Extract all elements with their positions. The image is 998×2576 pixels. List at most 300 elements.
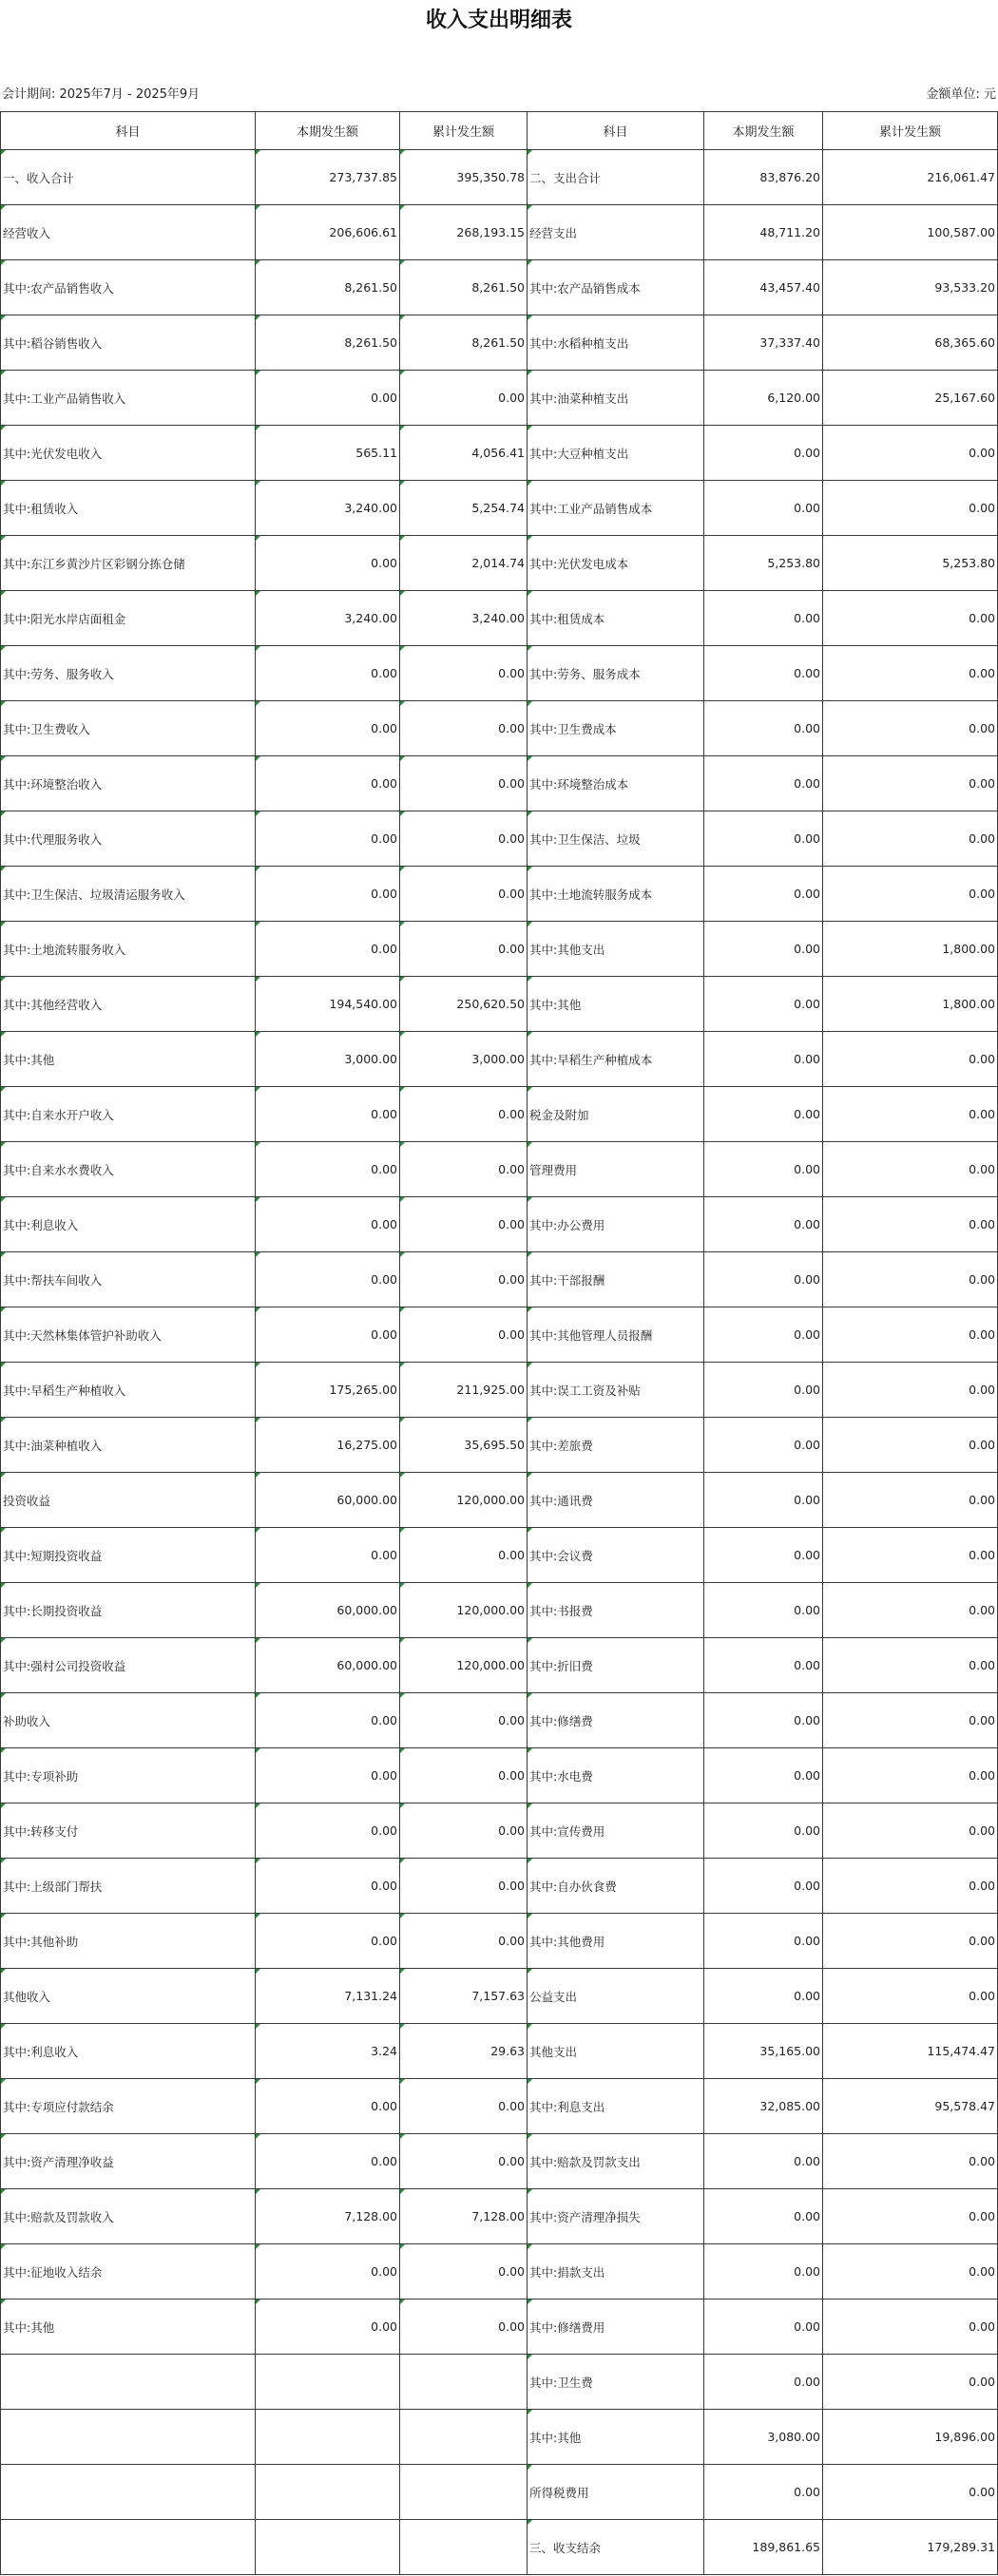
table-row (1, 646, 998, 701)
table-row (1, 1859, 998, 1914)
expense-cumulative-amount: 1,800.00 (823, 977, 998, 1032)
income-subject: 其他收入 (1, 1969, 256, 2024)
income-current-amount: 194,540.00 (256, 977, 400, 1032)
expense-subject: 其中:水稻种植支出 (528, 315, 704, 371)
report-meta (0, 80, 998, 105)
table-row (1, 1528, 998, 1583)
table-row (1, 922, 998, 977)
income-cumulative-amount: 211,925.00 (400, 1363, 528, 1418)
income-cumulative-amount: 0.00 (400, 2299, 528, 2355)
income-current-amount: 0.00 (256, 2134, 400, 2189)
income-current-amount: 0.00 (256, 1307, 400, 1363)
expense-cumulative-amount: 115,474.47 (823, 2024, 998, 2079)
income-cumulative-amount: 29.63 (400, 2024, 528, 2079)
income-subject (1, 2355, 256, 2410)
income-subject: 其中:其他补助 (1, 1914, 256, 1969)
income-subject: 其中:油菜种植收入 (1, 1418, 256, 1473)
income-current-amount: 7,131.24 (256, 1969, 400, 2024)
income-cumulative-amount: 8,261.50 (400, 260, 528, 315)
income-subject: 其中:其他 (1, 1032, 256, 1087)
expense-cumulative-amount: 0.00 (823, 1803, 998, 1859)
expense-current-amount: 0.00 (704, 977, 823, 1032)
income-current-amount: 273,737.85 (256, 150, 400, 205)
income-cumulative-amount: 4,056.41 (400, 426, 528, 481)
expense-cumulative-amount: 0.00 (823, 2189, 998, 2244)
expense-current-amount: 0.00 (704, 481, 823, 536)
expense-subject: 其中:利息支出 (528, 2079, 704, 2134)
expense-current-amount: 0.00 (704, 2134, 823, 2189)
expense-current-amount: 0.00 (704, 1803, 823, 1859)
income-current-amount: 206,606.61 (256, 205, 400, 260)
expense-current-amount: 43,457.40 (704, 260, 823, 315)
income-subject: 其中:东江乡黄沙片区彩钢分拣仓储 (1, 536, 256, 591)
table-row (1, 260, 998, 315)
table-row (1, 536, 998, 591)
expense-subject: 其中:租赁成本 (528, 591, 704, 646)
income-subject: 其中:工业产品销售收入 (1, 371, 256, 426)
expense-subject: 其中:卫生保洁、垃圾 (528, 811, 704, 867)
income-current-amount: 0.00 (256, 371, 400, 426)
expense-current-amount: 48,711.20 (704, 205, 823, 260)
table-row (1, 701, 998, 756)
income-cumulative-amount: 0.00 (400, 1307, 528, 1363)
expense-current-amount: 37,337.40 (704, 315, 823, 371)
expense-current-amount: 0.00 (704, 1142, 823, 1197)
expense-subject: 税金及附加 (528, 1087, 704, 1142)
income-current-amount: 0.00 (256, 1914, 400, 1969)
expense-current-amount: 0.00 (704, 1969, 823, 2024)
income-cumulative-amount: 268,193.15 (400, 205, 528, 260)
expense-current-amount: 32,085.00 (704, 2079, 823, 2134)
expense-subject: 其中:其他管理人员报酬 (528, 1307, 704, 1363)
expense-cumulative-amount: 0.00 (823, 426, 998, 481)
expense-subject: 其中:劳务、服务成本 (528, 646, 704, 701)
currency-unit: 金额单位: 元 (926, 87, 996, 102)
expense-subject: 公益支出 (528, 1969, 704, 2024)
header-row (1, 112, 998, 150)
income-current-amount: 3,000.00 (256, 1032, 400, 1087)
income-current-amount: 8,261.50 (256, 260, 400, 315)
income-cumulative-amount (400, 2520, 528, 2575)
income-cumulative-amount: 0.00 (400, 811, 528, 867)
income-cumulative-amount: 8,261.50 (400, 315, 528, 371)
expense-subject: 经营支出 (528, 205, 704, 260)
income-subject: 其中:资产清理净收益 (1, 2134, 256, 2189)
income-cumulative-amount: 0.00 (400, 646, 528, 701)
expense-subject: 其中:卫生费 (528, 2355, 704, 2410)
income-subject: 其中:长期投资收益 (1, 1583, 256, 1638)
table-header (1, 112, 998, 150)
income-cumulative-amount: 0.00 (400, 867, 528, 922)
expense-subject: 其中:环境整治成本 (528, 756, 704, 811)
expense-cumulative-amount: 0.00 (823, 1252, 998, 1307)
expense-subject: 其中:干部报酬 (528, 1252, 704, 1307)
expense-current-amount: 0.00 (704, 1252, 823, 1307)
expense-cumulative-amount: 0.00 (823, 1032, 998, 1087)
income-current-amount: 0.00 (256, 2079, 400, 2134)
expense-current-amount: 5,253.80 (704, 536, 823, 591)
income-subject: 其中:专项应付款结余 (1, 2079, 256, 2134)
expense-cumulative-amount: 25,167.60 (823, 371, 998, 426)
income-subject: 其中:光伏发电收入 (1, 426, 256, 481)
expense-current-amount: 0.00 (704, 1748, 823, 1803)
table-row (1, 1969, 998, 2024)
expense-cumulative-amount: 0.00 (823, 1748, 998, 1803)
table-row (1, 1418, 998, 1473)
income-current-amount: 0.00 (256, 922, 400, 977)
table-row (1, 1748, 998, 1803)
expense-cumulative-amount: 0.00 (823, 2244, 998, 2299)
expense-current-amount: 0.00 (704, 426, 823, 481)
income-subject: 其中:强村公司投资收益 (1, 1638, 256, 1693)
expense-cumulative-amount: 0.00 (823, 1087, 998, 1142)
income-subject: 其中:阳光水岸店面租金 (1, 591, 256, 646)
income-cumulative-amount: 0.00 (400, 1914, 528, 1969)
table-row (1, 1583, 998, 1638)
expense-cumulative-amount: 0.00 (823, 1197, 998, 1252)
expense-subject: 其中:卫生费成本 (528, 701, 704, 756)
income-current-amount: 0.00 (256, 811, 400, 867)
income-current-amount: 0.00 (256, 1252, 400, 1307)
expense-current-amount: 35,165.00 (704, 2024, 823, 2079)
expense-subject: 其中:土地流转服务成本 (528, 867, 704, 922)
income-current-amount: 60,000.00 (256, 1583, 400, 1638)
expense-subject: 其中:修缮费 (528, 1693, 704, 1748)
table-row (1, 426, 998, 481)
table-row (1, 2299, 998, 2355)
income-subject: 其中:卫生费收入 (1, 701, 256, 756)
income-cumulative-amount: 2,014.74 (400, 536, 528, 591)
table-row (1, 2465, 998, 2520)
income-current-amount: 0.00 (256, 756, 400, 811)
income-current-amount: 0.00 (256, 646, 400, 701)
expense-cumulative-amount: 100,587.00 (823, 205, 998, 260)
table-row (1, 591, 998, 646)
expense-subject: 所得税费用 (528, 2465, 704, 2520)
income-cumulative-amount: 7,128.00 (400, 2189, 528, 2244)
income-current-amount: 0.00 (256, 1528, 400, 1583)
income-cumulative-amount: 0.00 (400, 2244, 528, 2299)
income-subject: 其中:短期投资收益 (1, 1528, 256, 1583)
expense-subject: 其中:其他 (528, 2410, 704, 2465)
income-subject: 其中:稻谷销售收入 (1, 315, 256, 371)
income-current-amount: 0.00 (256, 1142, 400, 1197)
expense-current-amount: 0.00 (704, 867, 823, 922)
table-row (1, 2189, 998, 2244)
expense-cumulative-amount: 0.00 (823, 1307, 998, 1363)
expense-current-amount: 0.00 (704, 1032, 823, 1087)
expense-subject: 管理费用 (528, 1142, 704, 1197)
expense-current-amount: 0.00 (704, 2244, 823, 2299)
expense-current-amount: 0.00 (704, 756, 823, 811)
income-cumulative-amount: 0.00 (400, 371, 528, 426)
expense-subject: 其中:修缮费用 (528, 2299, 704, 2355)
income-current-amount (256, 2520, 400, 2575)
income-current-amount: 0.00 (256, 1803, 400, 1859)
income-current-amount: 0.00 (256, 2244, 400, 2299)
expense-current-amount: 0.00 (704, 1859, 823, 1914)
expense-current-amount: 0.00 (704, 1638, 823, 1693)
expense-cumulative-amount: 0.00 (823, 2299, 998, 2355)
income-current-amount: 8,261.50 (256, 315, 400, 371)
expense-cumulative-amount: 0.00 (823, 811, 998, 867)
table-row (1, 481, 998, 536)
expense-cumulative-amount: 0.00 (823, 1638, 998, 1693)
expense-subject: 其中:会议费 (528, 1528, 704, 1583)
expense-subject: 其中:捐款支出 (528, 2244, 704, 2299)
expense-current-amount: 0.00 (704, 1307, 823, 1363)
expense-subject: 其中:资产清理净损失 (528, 2189, 704, 2244)
expense-subject: 二、支出合计 (528, 150, 704, 205)
income-current-amount: 3,240.00 (256, 591, 400, 646)
income-cumulative-amount (400, 2410, 528, 2465)
expense-current-amount: 0.00 (704, 811, 823, 867)
expense-cumulative-amount: 0.00 (823, 1418, 998, 1473)
expense-current-amount: 0.00 (704, 591, 823, 646)
income-subject: 其中:专项补助 (1, 1748, 256, 1803)
expense-current-amount: 0.00 (704, 1197, 823, 1252)
expense-cumulative-amount: 93,533.20 (823, 260, 998, 315)
income-cumulative-amount (400, 2465, 528, 2520)
table-row (1, 1914, 998, 1969)
expense-cumulative-amount: 0.00 (823, 646, 998, 701)
expense-current-amount: 83,876.20 (704, 150, 823, 205)
table-body (1, 150, 998, 2575)
table-row (1, 1638, 998, 1693)
income-cumulative-amount: 7,157.63 (400, 1969, 528, 2024)
expense-subject: 其中:水电费 (528, 1748, 704, 1803)
header-left-current: 本期发生额 (256, 112, 400, 150)
table-row (1, 1363, 998, 1418)
income-current-amount: 175,265.00 (256, 1363, 400, 1418)
income-current-amount: 0.00 (256, 1087, 400, 1142)
income-cumulative-amount: 35,695.50 (400, 1418, 528, 1473)
table-row (1, 1142, 998, 1197)
table-row (1, 1197, 998, 1252)
expense-current-amount: 0.00 (704, 1363, 823, 1418)
income-cumulative-amount: 5,254.74 (400, 481, 528, 536)
table-row (1, 867, 998, 922)
expense-cumulative-amount: 95,578.47 (823, 2079, 998, 2134)
table-row (1, 2410, 998, 2465)
income-subject: 投资收益 (1, 1473, 256, 1528)
table-row (1, 2244, 998, 2299)
table-row (1, 1693, 998, 1748)
income-cumulative-amount: 0.00 (400, 1803, 528, 1859)
expense-current-amount: 0.00 (704, 2299, 823, 2355)
expense-current-amount: 0.00 (704, 1528, 823, 1583)
expense-cumulative-amount: 0.00 (823, 867, 998, 922)
income-current-amount: 0.00 (256, 701, 400, 756)
expense-current-amount: 0.00 (704, 701, 823, 756)
expense-cumulative-amount: 0.00 (823, 1583, 998, 1638)
expense-current-amount: 0.00 (704, 1693, 823, 1748)
expense-cumulative-amount: 216,061.47 (823, 150, 998, 205)
income-current-amount: 60,000.00 (256, 1638, 400, 1693)
accounting-period: 会计期间: 2025年7月 - 2025年9月 (2, 87, 201, 102)
income-cumulative-amount: 0.00 (400, 756, 528, 811)
expense-subject: 其中:赔款及罚款支出 (528, 2134, 704, 2189)
income-current-amount: 3.24 (256, 2024, 400, 2079)
income-subject: 其中:征地收入结余 (1, 2244, 256, 2299)
income-cumulative-amount: 120,000.00 (400, 1638, 528, 1693)
income-subject: 一、收入合计 (1, 150, 256, 205)
income-subject: 其中:自来水水费收入 (1, 1142, 256, 1197)
expense-subject: 其中:误工工资及补贴 (528, 1363, 704, 1418)
income-cumulative-amount: 0.00 (400, 1197, 528, 1252)
expense-subject: 其他支出 (528, 2024, 704, 2079)
expense-subject: 其中:其他支出 (528, 922, 704, 977)
income-cumulative-amount: 0.00 (400, 1087, 528, 1142)
income-subject: 其中:天然林集体管护补助收入 (1, 1307, 256, 1363)
expense-current-amount: 0.00 (704, 922, 823, 977)
expense-cumulative-amount: 0.00 (823, 1473, 998, 1528)
expense-cumulative-amount: 0.00 (823, 1914, 998, 1969)
income-subject: 其中:劳务、服务收入 (1, 646, 256, 701)
income-subject: 其中:上级部门帮扶 (1, 1859, 256, 1914)
income-current-amount: 0.00 (256, 1748, 400, 1803)
income-current-amount: 0.00 (256, 1859, 400, 1914)
expense-current-amount: 0.00 (704, 1914, 823, 1969)
expense-cumulative-amount: 68,365.60 (823, 315, 998, 371)
income-current-amount: 0.00 (256, 536, 400, 591)
expense-cumulative-amount: 0.00 (823, 701, 998, 756)
expense-cumulative-amount: 0.00 (823, 1859, 998, 1914)
income-subject: 其中:土地流转服务收入 (1, 922, 256, 977)
expense-cumulative-amount: 0.00 (823, 1528, 998, 1583)
income-cumulative-amount: 0.00 (400, 1693, 528, 1748)
income-cumulative-amount: 0.00 (400, 2079, 528, 2134)
income-current-amount: 60,000.00 (256, 1473, 400, 1528)
expense-current-amount: 0.00 (704, 1087, 823, 1142)
income-subject: 其中:卫生保洁、垃圾清运服务收入 (1, 867, 256, 922)
expense-subject: 其中:其他费用 (528, 1914, 704, 1969)
expense-subject: 其中:其他 (528, 977, 704, 1032)
table-row (1, 315, 998, 371)
table-row (1, 1252, 998, 1307)
expense-cumulative-amount: 179,289.31 (823, 2520, 998, 2575)
expense-subject: 其中:书报费 (528, 1583, 704, 1638)
expense-cumulative-amount: 5,253.80 (823, 536, 998, 591)
expense-cumulative-amount: 0.00 (823, 2134, 998, 2189)
expense-subject: 其中:差旅费 (528, 1418, 704, 1473)
income-subject: 其中:利息收入 (1, 1197, 256, 1252)
expense-cumulative-amount: 0.00 (823, 1969, 998, 2024)
income-subject: 其中:代理服务收入 (1, 811, 256, 867)
income-subject: 其中:转移支付 (1, 1803, 256, 1859)
income-current-amount: 0.00 (256, 1693, 400, 1748)
table-row (1, 2520, 998, 2575)
income-cumulative-amount: 395,350.78 (400, 150, 528, 205)
expense-subject: 其中:大豆种植支出 (528, 426, 704, 481)
expense-cumulative-amount: 1,800.00 (823, 922, 998, 977)
header-right-current: 本期发生额 (704, 112, 823, 150)
expense-subject: 其中:办公费用 (528, 1197, 704, 1252)
income-subject: 经营收入 (1, 205, 256, 260)
table-row (1, 2355, 998, 2410)
table-row (1, 371, 998, 426)
expense-cumulative-amount: 0.00 (823, 481, 998, 536)
expense-subject: 其中:通讯费 (528, 1473, 704, 1528)
expense-subject: 三、收支结余 (528, 2520, 704, 2575)
income-current-amount: 0.00 (256, 2299, 400, 2355)
header-right-subject: 科目 (528, 112, 704, 150)
expense-subject: 其中:农产品销售成本 (528, 260, 704, 315)
expense-current-amount: 0.00 (704, 2355, 823, 2410)
income-subject: 其中:租赁收入 (1, 481, 256, 536)
table-row (1, 1473, 998, 1528)
expense-cumulative-amount: 0.00 (823, 1142, 998, 1197)
income-expense-table (0, 111, 998, 2575)
table-row (1, 2079, 998, 2134)
header-right-cumulative: 累计发生额 (823, 112, 998, 150)
income-current-amount: 16,275.00 (256, 1418, 400, 1473)
income-subject: 其中:赔款及罚款收入 (1, 2189, 256, 2244)
expense-cumulative-amount: 0.00 (823, 2355, 998, 2410)
income-current-amount: 3,240.00 (256, 481, 400, 536)
income-cumulative-amount: 0.00 (400, 701, 528, 756)
income-current-amount: 565.11 (256, 426, 400, 481)
table-row (1, 811, 998, 867)
table-row (1, 756, 998, 811)
table-row (1, 150, 998, 205)
table-row (1, 2134, 998, 2189)
income-subject (1, 2465, 256, 2520)
table-row (1, 2024, 998, 2079)
expense-current-amount: 0.00 (704, 1583, 823, 1638)
income-current-amount: 7,128.00 (256, 2189, 400, 2244)
income-subject: 其中:利息收入 (1, 2024, 256, 2079)
expense-subject: 其中:工业产品销售成本 (528, 481, 704, 536)
table-row (1, 1803, 998, 1859)
income-current-amount (256, 2355, 400, 2410)
income-cumulative-amount: 0.00 (400, 1142, 528, 1197)
income-cumulative-amount: 3,240.00 (400, 591, 528, 646)
table-row (1, 1087, 998, 1142)
income-cumulative-amount: 0.00 (400, 2134, 528, 2189)
expense-cumulative-amount: 0.00 (823, 2465, 998, 2520)
header-left-cumulative: 累计发生额 (400, 112, 528, 150)
expense-cumulative-amount: 19,896.00 (823, 2410, 998, 2465)
income-subject (1, 2520, 256, 2575)
income-cumulative-amount: 0.00 (400, 1528, 528, 1583)
expense-cumulative-amount: 0.00 (823, 591, 998, 646)
expense-cumulative-amount: 0.00 (823, 1363, 998, 1418)
expense-current-amount: 3,080.00 (704, 2410, 823, 2465)
expense-current-amount: 6,120.00 (704, 371, 823, 426)
income-current-amount (256, 2465, 400, 2520)
income-subject: 其中:早稻生产种植收入 (1, 1363, 256, 1418)
expense-cumulative-amount: 0.00 (823, 756, 998, 811)
expense-current-amount: 0.00 (704, 2465, 823, 2520)
income-cumulative-amount: 0.00 (400, 1748, 528, 1803)
income-subject: 其中:环境整治收入 (1, 756, 256, 811)
table-row (1, 1032, 998, 1087)
income-cumulative-amount: 120,000.00 (400, 1473, 528, 1528)
expense-subject: 其中:折旧费 (528, 1638, 704, 1693)
income-subject: 其中:农产品销售收入 (1, 260, 256, 315)
expense-cumulative-amount: 0.00 (823, 1693, 998, 1748)
income-cumulative-amount: 3,000.00 (400, 1032, 528, 1087)
header-left-subject: 科目 (1, 112, 256, 150)
table-row (1, 205, 998, 260)
expense-subject: 其中:自办伙食费 (528, 1859, 704, 1914)
income-subject (1, 2410, 256, 2465)
expense-subject: 其中:早稻生产种植成本 (528, 1032, 704, 1087)
income-subject: 其中:其他 (1, 2299, 256, 2355)
expense-current-amount: 0.00 (704, 1418, 823, 1473)
expense-subject: 其中:油菜种植支出 (528, 371, 704, 426)
